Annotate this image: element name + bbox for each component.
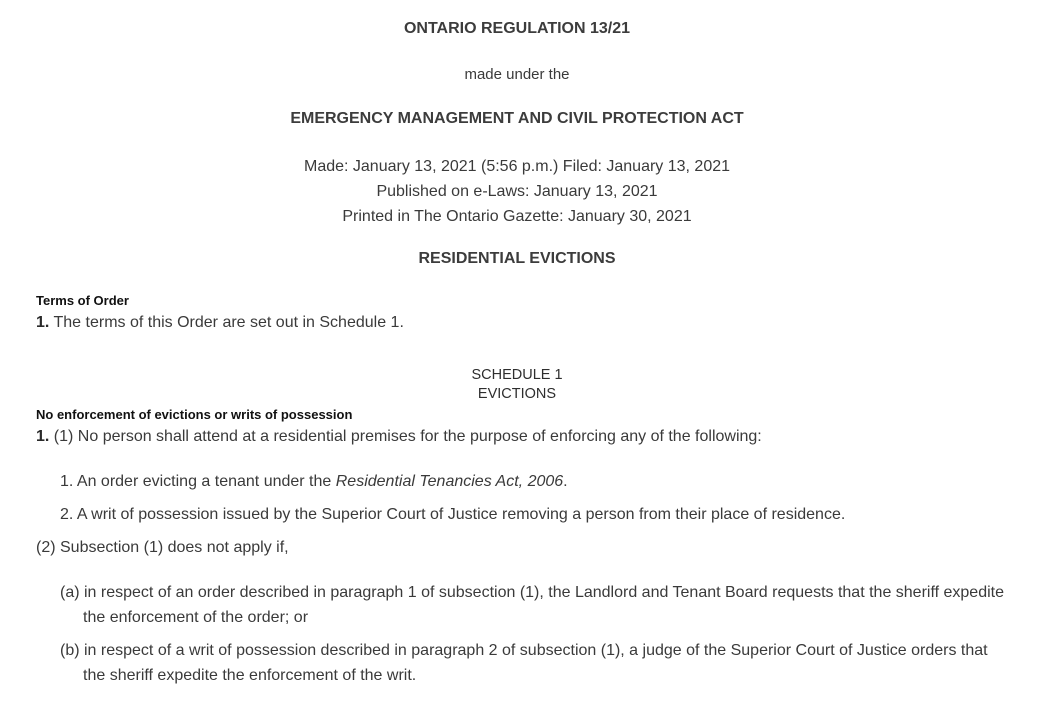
act-title: EMERGENCY MANAGEMENT AND CIVIL PROTECTION ACT <box>290 110 744 127</box>
schedule-title: EVICTIONS <box>477 386 557 402</box>
schedule-number: SCHEDULE 1 <box>471 367 563 383</box>
made-under-line: made under the <box>464 66 570 83</box>
regulation-title: ONTARIO REGULATION 13/21 <box>403 20 631 37</box>
paragraph-1-suffix: . <box>563 473 568 490</box>
terms-heading: Terms of Order <box>36 293 129 308</box>
subsection-2: (2) Subsection (1) does not apply if, <box>36 539 289 556</box>
paragraph-1-prefix: 1. An order evicting a tenant under the <box>60 473 336 490</box>
filing-dates <box>0 154 1034 229</box>
subsection-1-text: (1) No person shall attend at a residential premises for the purpose of enforcing any of the following: <box>49 428 762 445</box>
clause-b: (b) in respect of a writ of possession described in paragraph 2 of subsection (1), a judge of the Superior Court of Justice orders that the sheriff expedite the enforcement of the writ. <box>60 642 988 684</box>
subsection-1 <box>36 427 762 447</box>
section-title: RESIDENTIAL EVICTIONS <box>418 250 616 267</box>
clause-a: (a) in respect of an order described in paragraph 1 of subsection (1), the Landlord and Tenant Board requests that the sheriff expedite the enforcement of the order; or <box>60 584 1004 626</box>
printed-date: Printed in The Ontario Gazette: January 30, 2021 <box>342 208 692 225</box>
section-heading: No enforcement of evictions or writs of possession <box>36 407 353 422</box>
paragraph-1 <box>60 472 568 492</box>
act-reference: Residential Tenancies Act, 2006 <box>335 473 564 490</box>
published-date: Published on e-Laws: January 13, 2021 <box>376 183 658 200</box>
paragraph-2: 2. A writ of possession issued by the Superior Court of Justice removing a person from their place of residence. <box>60 506 846 523</box>
subsection-1-number: 1. <box>36 428 50 445</box>
made-filed-date: Made: January 13, 2021 (5:56 p.m.) Filed: January 13, 2021 <box>303 158 731 175</box>
terms-text: The terms of this Order are set out in Schedule 1. <box>49 314 404 331</box>
terms-paragraph <box>36 313 404 333</box>
schedule-heading <box>0 366 1034 404</box>
terms-number: 1. <box>36 314 50 331</box>
